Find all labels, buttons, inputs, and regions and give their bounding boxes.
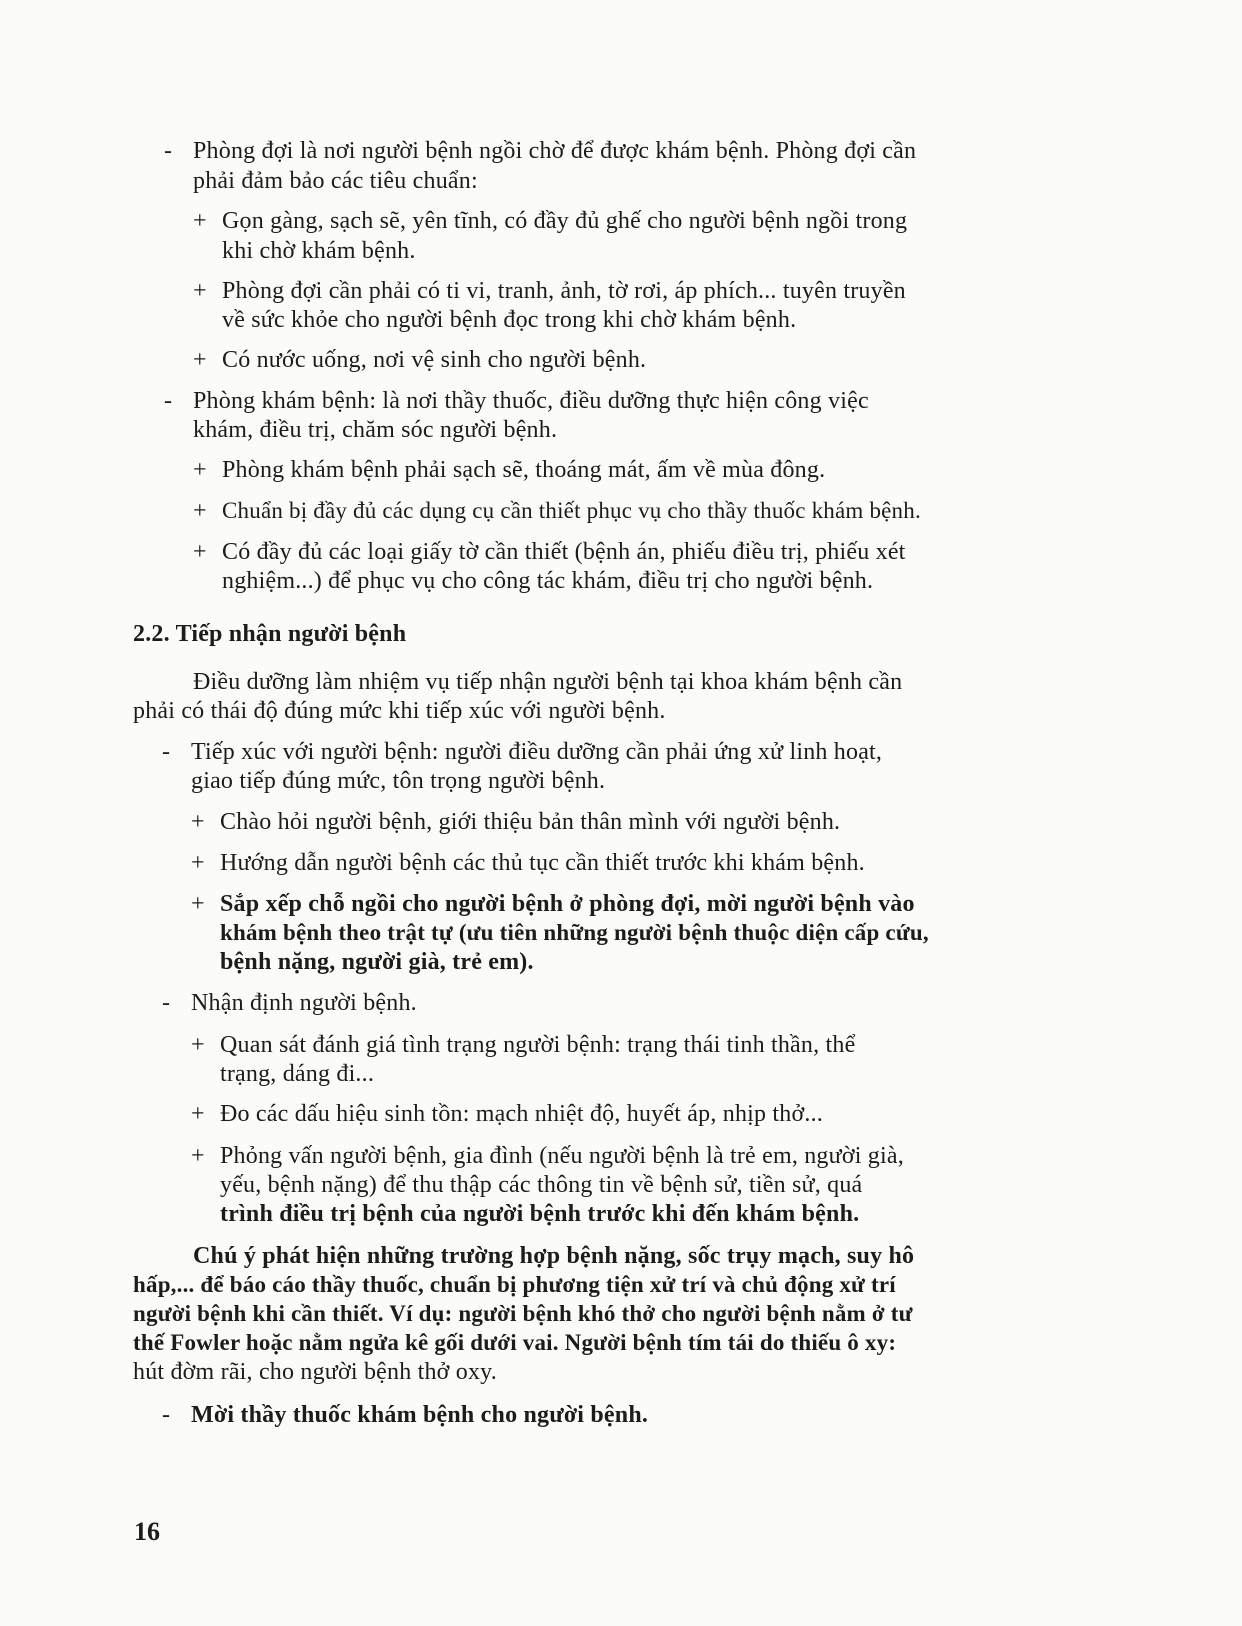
paragraph-line: trạng, dáng đi... [220, 1061, 375, 1087]
paragraph-line: yếu, bệnh nặng) để thu thập các thông tin về bệnh sử, tiền sử, quá [220, 1172, 863, 1198]
plus-marker: + [191, 850, 205, 876]
paragraph-line: Phỏng vấn người bệnh, gia đình (nếu người bệnh là trẻ em, người già, [220, 1143, 904, 1169]
paragraph-line: khi chờ khám bệnh. [222, 238, 416, 264]
paragraph-line: hấp,... để báo cáo thầy thuốc, chuẩn bị phương tiện xử trí và chủ động xử trí [133, 1272, 896, 1297]
paragraph-line: Mời thầy thuốc khám bệnh cho người bệnh. [191, 1402, 649, 1428]
plus-marker: + [191, 1032, 205, 1058]
paragraph-line: người bệnh khi cần thiết. Ví dụ: người bệnh khó thở cho người bệnh nằm ở tư [133, 1301, 913, 1326]
paragraph-line: Phòng khám bệnh phải sạch sẽ, thoáng mát, ấm về mùa đông. [222, 457, 826, 483]
plus-marker: + [191, 1101, 205, 1127]
paragraph-line: phải đảm bảo các tiêu chuẩn: [193, 168, 478, 194]
plus-marker: + [193, 278, 207, 304]
paragraph-line: trình điều trị bệnh của người bệnh trước khi đến khám bệnh. [220, 1201, 860, 1227]
paragraph-line: Hướng dẫn người bệnh các thủ tục cần thiết trước khi khám bệnh. [220, 850, 865, 876]
plus-marker: + [193, 347, 207, 373]
plus-marker: + [191, 809, 205, 835]
dash-marker: - [162, 739, 170, 765]
paragraph-line: Nhận định người bệnh. [191, 990, 417, 1016]
paragraph-line: về sức khỏe cho người bệnh đọc trong khi chờ khám bệnh. [222, 307, 797, 333]
paragraph-line: Đo các dấu hiệu sinh tồn: mạch nhiệt độ, huyết áp, nhịp thở... [220, 1101, 823, 1127]
paragraph-line: Phòng đợi cần phải có ti vi, tranh, ảnh, tờ rơi, áp phích... tuyên truyền [222, 278, 906, 304]
paragraph-line: Quan sát đánh giá tình trạng người bệnh: trạng thái tinh thần, thể [220, 1032, 856, 1058]
paragraph-line: khám bệnh theo trật tự (ưu tiên những người bệnh thuộc diện cấp cứu, [220, 920, 929, 945]
paragraph-line: Phòng đợi là nơi người bệnh ngồi chờ để được khám bệnh. Phòng đợi cần [193, 138, 917, 164]
paragraph-line: hút đờm rãi, cho người bệnh thở oxy. [133, 1359, 498, 1385]
paragraph-line: thế Fowler hoặc nằm ngửa kê gối dưới vai. Người bệnh tím tái do thiếu ô xy: [133, 1330, 897, 1355]
paragraph-line: Điều dưỡng làm nhiệm vụ tiếp nhận người bệnh tại khoa khám bệnh cần [193, 669, 903, 695]
plus-marker: + [193, 457, 207, 483]
paragraph-line: Sắp xếp chỗ ngồi cho người bệnh ở phòng đợi, mời người bệnh vào [220, 891, 915, 917]
dash-marker: - [162, 1402, 170, 1428]
dash-marker: - [164, 388, 172, 414]
paragraph-line: Gọn gàng, sạch sẽ, yên tĩnh, có đầy đủ ghế cho người bệnh ngồi trong [222, 208, 908, 234]
paragraph-line: Chuẩn bị đầy đủ các dụng cụ cần thiết phục vụ cho thầy thuốc khám bệnh. [222, 498, 921, 523]
paragraph-line: Phòng khám bệnh: là nơi thầy thuốc, điều dưỡng thực hiện công việc [193, 388, 869, 414]
paragraph-line: nghiệm...) để phục vụ cho công tác khám, điều trị cho người bệnh. [222, 568, 874, 594]
page-number: 16 [134, 1517, 160, 1546]
paragraph-line: Có nước uống, nơi vệ sinh cho người bệnh. [222, 347, 647, 373]
dash-marker: - [162, 990, 170, 1016]
plus-marker: + [193, 539, 207, 565]
section-heading: 2.2. Tiếp nhận người bệnh [133, 621, 407, 647]
dash-marker: - [164, 138, 172, 164]
paragraph-line: Chào hỏi người bệnh, giới thiệu bản thân mình với người bệnh. [220, 809, 841, 835]
paragraph-line: Tiếp xúc với người bệnh: người điều dưỡng cần phải ứng xử linh hoạt, [191, 739, 883, 765]
plus-marker: + [191, 1143, 205, 1169]
paragraph-line: giao tiếp đúng mức, tôn trọng người bệnh. [191, 768, 606, 794]
paragraph-line: Chú ý phát hiện những trường hợp bệnh nặng, sốc trụy mạch, suy hô [193, 1243, 915, 1269]
paragraph-line: phải có thái độ đúng mức khi tiếp xúc với người bệnh. [133, 698, 666, 724]
paragraph-line: Có đầy đủ các loại giấy tờ cần thiết (bệnh án, phiếu điều trị, phiếu xét [222, 539, 906, 565]
paragraph-line: bệnh nặng, người già, trẻ em). [220, 949, 534, 975]
plus-marker: + [193, 208, 207, 234]
paragraph-line: khám, điều trị, chăm sóc người bệnh. [193, 417, 558, 443]
plus-marker: + [191, 891, 205, 917]
plus-marker: + [193, 498, 207, 524]
